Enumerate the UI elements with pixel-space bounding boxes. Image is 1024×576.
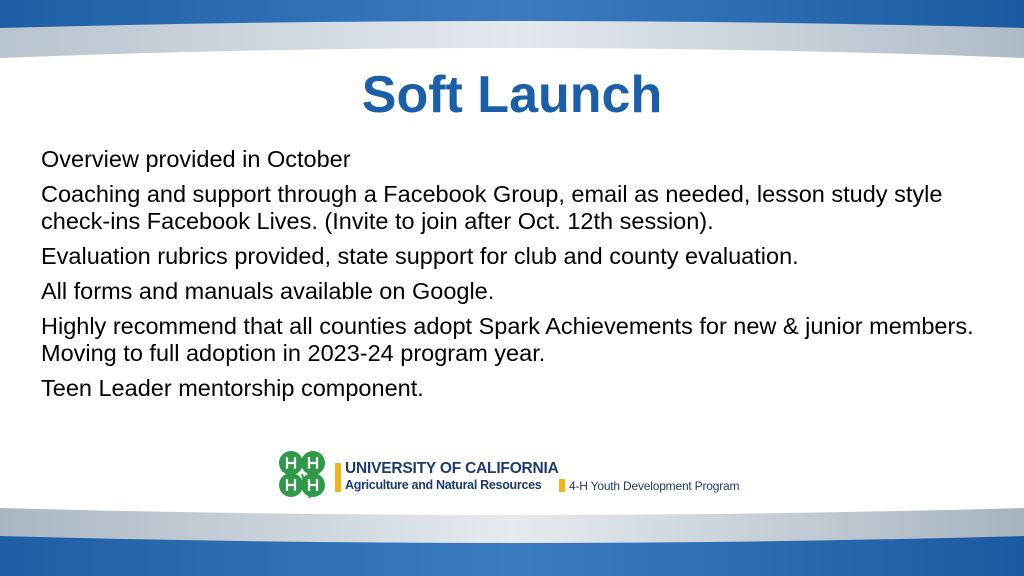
bullet-list <box>41 146 991 410</box>
slide-title: Soft Launch <box>361 66 663 124</box>
4-h-clover-icon <box>276 448 328 500</box>
bullet-forms: All forms and manuals available on Google. <box>41 278 495 304</box>
top-banner <box>0 0 1024 64</box>
program-name: 4-H Youth Development Program <box>569 479 740 493</box>
division-name: Agriculture and Natural Resources <box>345 478 542 492</box>
university-name: UNIVERSITY OF CALIFORNIA <box>345 460 559 477</box>
gold-divider <box>335 463 341 492</box>
bullet-teen-leader: Teen Leader mentorship component. <box>41 375 424 401</box>
bullet-coaching: Coaching and support through a Facebook Group, email as needed, lesson study style check-ins Facebook Lives. (Invite to join after Oct. 12th session). <box>41 181 943 234</box>
bullet-recommendation: Highly recommend that all counties adopt Spark Achievements for new & junior members. Moving to full adoption in 2023-24 program year. <box>41 313 974 366</box>
footer-logo <box>276 448 796 500</box>
bullet-evaluation: Evaluation rubrics provided, state support for club and county evaluation. <box>41 243 799 269</box>
bottom-banner <box>0 502 1024 576</box>
gold-divider-small <box>559 479 565 492</box>
bullet-overview: Overview provided in October <box>41 146 351 172</box>
